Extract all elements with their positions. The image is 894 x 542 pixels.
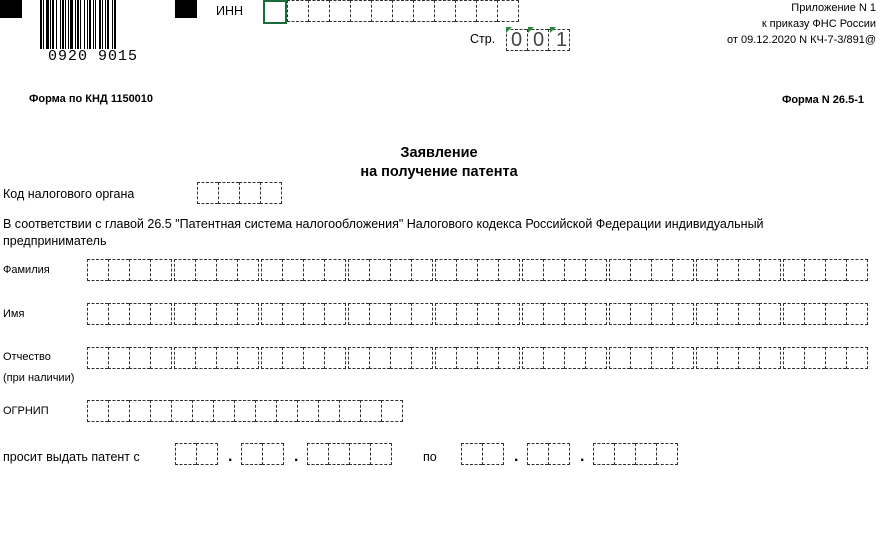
check-tick-icon bbox=[550, 27, 556, 33]
input-cell[interactable] bbox=[324, 259, 346, 281]
input-cell[interactable] bbox=[150, 303, 172, 325]
input-cell[interactable] bbox=[846, 347, 868, 369]
intro-text-2: предприниматель bbox=[3, 234, 107, 248]
request-from-label: просит выдать патент с bbox=[3, 450, 140, 464]
corner-marker-left bbox=[0, 0, 22, 18]
input-cell[interactable] bbox=[87, 259, 108, 281]
input-cell[interactable] bbox=[329, 0, 350, 22]
input-cell[interactable] bbox=[527, 443, 548, 465]
barcode-number: 0920 9015 bbox=[48, 48, 139, 65]
intro-text: В соответствии с главой 26.5 "Патентная система налогообложения" Налогового кодекса Российской Федерации индивидуальный bbox=[3, 217, 764, 231]
input-cell[interactable] bbox=[717, 303, 738, 325]
start-month-field[interactable] bbox=[241, 443, 284, 465]
form-number: Форма N 26.5-1 bbox=[781, 94, 864, 106]
input-cell[interactable] bbox=[108, 347, 129, 369]
date-separator: . bbox=[580, 448, 585, 465]
input-cell[interactable] bbox=[543, 303, 564, 325]
input-cell[interactable] bbox=[717, 347, 738, 369]
ogrnip-label: ОГРНИП bbox=[3, 405, 49, 417]
input-cell[interactable] bbox=[585, 259, 607, 281]
input-cell[interactable] bbox=[282, 303, 303, 325]
barcode-bar bbox=[116, 0, 117, 49]
input-cell[interactable] bbox=[498, 259, 520, 281]
input-cell[interactable] bbox=[175, 443, 196, 465]
date-separator: . bbox=[514, 448, 519, 465]
input-cell[interactable] bbox=[282, 259, 303, 281]
date-separator: . bbox=[228, 448, 233, 465]
ogrnip-field[interactable] bbox=[87, 400, 403, 422]
document-title: Заявление bbox=[400, 145, 478, 161]
input-cell[interactable] bbox=[196, 443, 218, 465]
date-separator: . bbox=[294, 448, 299, 465]
input-cell[interactable] bbox=[759, 259, 781, 281]
name-label: Имя bbox=[3, 308, 25, 320]
input-cell[interactable] bbox=[287, 0, 308, 22]
input-cell[interactable] bbox=[348, 259, 369, 281]
input-cell[interactable] bbox=[303, 259, 324, 281]
input-cell[interactable] bbox=[498, 303, 520, 325]
input-cell[interactable] bbox=[413, 0, 434, 22]
input-cell[interactable] bbox=[370, 443, 392, 465]
tax-authority-field[interactable] bbox=[197, 182, 282, 204]
input-cell[interactable] bbox=[411, 259, 433, 281]
input-cell[interactable] bbox=[87, 347, 108, 369]
input-cell[interactable] bbox=[672, 347, 694, 369]
input-cell[interactable] bbox=[656, 443, 678, 465]
input-cell[interactable] bbox=[129, 259, 150, 281]
input-cell[interactable] bbox=[455, 0, 476, 22]
input-cell[interactable] bbox=[150, 400, 171, 422]
input-cell[interactable] bbox=[456, 347, 477, 369]
input-cell[interactable] bbox=[759, 347, 781, 369]
input-cell[interactable] bbox=[174, 303, 195, 325]
input-cell[interactable] bbox=[651, 259, 672, 281]
input-cell[interactable] bbox=[456, 303, 477, 325]
input-cell[interactable] bbox=[783, 259, 804, 281]
input-cell[interactable] bbox=[150, 259, 172, 281]
input-cell[interactable] bbox=[435, 303, 456, 325]
name-field[interactable] bbox=[87, 303, 868, 325]
input-cell[interactable] bbox=[651, 303, 672, 325]
input-cell[interactable] bbox=[585, 303, 607, 325]
input-cell[interactable] bbox=[234, 400, 255, 422]
input-cell[interactable] bbox=[328, 443, 349, 465]
input-cell[interactable] bbox=[593, 443, 614, 465]
input-cell[interactable] bbox=[324, 303, 346, 325]
input-cell[interactable] bbox=[87, 400, 108, 422]
input-cell[interactable] bbox=[564, 303, 585, 325]
input-cell[interactable] bbox=[369, 259, 390, 281]
input-cell[interactable] bbox=[237, 303, 259, 325]
input-cell[interactable] bbox=[738, 347, 759, 369]
input-cell[interactable] bbox=[371, 0, 392, 22]
input-cell[interactable] bbox=[308, 0, 329, 22]
surname-label: Фамилия bbox=[3, 264, 50, 276]
input-cell[interactable] bbox=[846, 259, 868, 281]
input-cell[interactable] bbox=[318, 400, 339, 422]
to-label: по bbox=[423, 450, 437, 464]
input-cell[interactable] bbox=[482, 443, 504, 465]
input-cell[interactable] bbox=[392, 0, 413, 22]
input-cell[interactable] bbox=[696, 259, 717, 281]
input-cell[interactable] bbox=[390, 259, 411, 281]
input-cell[interactable] bbox=[324, 347, 346, 369]
input-cell[interactable] bbox=[759, 303, 781, 325]
input-cell[interactable] bbox=[477, 303, 498, 325]
input-cell[interactable] bbox=[237, 259, 259, 281]
input-cell[interactable] bbox=[696, 303, 717, 325]
document-subtitle: на получение патента bbox=[360, 164, 518, 180]
input-cell[interactable] bbox=[303, 347, 324, 369]
input-cell[interactable] bbox=[390, 303, 411, 325]
input-cell[interactable] bbox=[846, 303, 868, 325]
patronymic-note: (при наличии) bbox=[3, 372, 75, 384]
input-cell[interactable] bbox=[672, 259, 694, 281]
input-cell[interactable] bbox=[195, 259, 216, 281]
input-cell[interactable] bbox=[783, 347, 804, 369]
appendix-line-1: Приложение N 1 bbox=[791, 2, 876, 14]
input-cell[interactable] bbox=[129, 303, 150, 325]
input-cell[interactable] bbox=[476, 0, 497, 22]
input-cell[interactable] bbox=[87, 303, 108, 325]
start-year-field[interactable] bbox=[307, 443, 392, 465]
input-cell[interactable] bbox=[216, 303, 237, 325]
form-knd: Форма по КНД 1150010 bbox=[29, 93, 154, 105]
end-month-field[interactable] bbox=[527, 443, 570, 465]
check-tick-icon bbox=[528, 27, 534, 33]
input-cell[interactable] bbox=[216, 259, 237, 281]
inn-field[interactable] bbox=[263, 0, 519, 22]
input-cell[interactable] bbox=[261, 303, 282, 325]
input-cell[interactable] bbox=[435, 259, 456, 281]
input-cell[interactable] bbox=[381, 400, 403, 422]
input-cell[interactable] bbox=[585, 347, 607, 369]
input-cell[interactable] bbox=[174, 259, 195, 281]
input-cell[interactable] bbox=[360, 400, 381, 422]
input-cell[interactable] bbox=[213, 400, 234, 422]
input-cell[interactable] bbox=[477, 259, 498, 281]
input-cell[interactable] bbox=[108, 259, 129, 281]
input-cell[interactable] bbox=[255, 400, 276, 422]
input-cell[interactable] bbox=[282, 347, 303, 369]
barcode bbox=[40, 0, 117, 49]
input-cell[interactable] bbox=[237, 347, 259, 369]
input-cell[interactable] bbox=[411, 347, 433, 369]
input-cell[interactable] bbox=[369, 347, 390, 369]
input-cell[interactable] bbox=[349, 443, 370, 465]
input-cell[interactable] bbox=[548, 443, 570, 465]
end-day-field[interactable] bbox=[461, 443, 504, 465]
input-cell[interactable] bbox=[738, 259, 759, 281]
input-cell[interactable] bbox=[197, 182, 218, 204]
input-cell[interactable] bbox=[261, 347, 282, 369]
input-cell[interactable] bbox=[477, 347, 498, 369]
input-cell[interactable] bbox=[672, 303, 694, 325]
input-cell[interactable] bbox=[261, 259, 282, 281]
start-day-field[interactable] bbox=[175, 443, 218, 465]
input-cell[interactable] bbox=[825, 303, 846, 325]
input-cell[interactable] bbox=[614, 443, 635, 465]
input-cell[interactable] bbox=[804, 347, 825, 369]
surname-field[interactable] bbox=[87, 259, 868, 281]
page-digit-3: 1 bbox=[556, 29, 568, 51]
check-tick-icon bbox=[506, 27, 512, 33]
input-cell[interactable] bbox=[825, 347, 846, 369]
input-cell[interactable] bbox=[564, 347, 585, 369]
input-cell[interactable] bbox=[435, 347, 456, 369]
input-cell[interactable] bbox=[696, 347, 717, 369]
input-cell[interactable] bbox=[195, 303, 216, 325]
input-cell[interactable] bbox=[350, 0, 371, 22]
corner-marker-right bbox=[175, 0, 197, 18]
input-cell[interactable] bbox=[192, 400, 213, 422]
input-cell[interactable] bbox=[195, 347, 216, 369]
input-cell[interactable] bbox=[260, 182, 282, 204]
appendix-line-2: к приказу ФНС России bbox=[761, 18, 876, 30]
page-digit-1: 0 bbox=[511, 29, 523, 51]
input-cell[interactable] bbox=[339, 400, 360, 422]
input-cell[interactable] bbox=[630, 303, 651, 325]
input-cell[interactable] bbox=[150, 347, 172, 369]
input-cell[interactable] bbox=[635, 443, 656, 465]
page-label: Стр. bbox=[470, 32, 496, 46]
input-cell[interactable] bbox=[461, 443, 482, 465]
input-cell[interactable] bbox=[825, 259, 846, 281]
input-cell[interactable] bbox=[630, 259, 651, 281]
input-cell[interactable] bbox=[129, 347, 150, 369]
input-cell[interactable] bbox=[239, 182, 260, 204]
input-cell[interactable] bbox=[497, 0, 519, 22]
input-cell[interactable] bbox=[297, 400, 318, 422]
input-cell[interactable] bbox=[630, 347, 651, 369]
input-cell[interactable] bbox=[564, 259, 585, 281]
input-cell[interactable] bbox=[276, 400, 297, 422]
input-cell[interactable] bbox=[609, 259, 630, 281]
input-cell[interactable] bbox=[804, 303, 825, 325]
input-cell[interactable] bbox=[522, 303, 543, 325]
input-cell[interactable] bbox=[216, 347, 237, 369]
input-cell[interactable] bbox=[174, 347, 195, 369]
input-cell[interactable] bbox=[263, 0, 287, 24]
end-year-field[interactable] bbox=[593, 443, 678, 465]
input-cell[interactable] bbox=[108, 303, 129, 325]
input-cell[interactable] bbox=[307, 443, 328, 465]
inn-label: ИНН bbox=[216, 4, 244, 18]
input-cell[interactable] bbox=[129, 400, 150, 422]
patronymic-label: Отчество bbox=[3, 351, 51, 363]
input-cell[interactable] bbox=[651, 347, 672, 369]
input-cell[interactable] bbox=[241, 443, 262, 465]
patronymic-field[interactable] bbox=[87, 347, 868, 369]
input-cell[interactable] bbox=[543, 347, 564, 369]
appendix-line-3: от 09.12.2020 N КЧ-7-3/891@ bbox=[727, 34, 876, 46]
input-cell[interactable] bbox=[783, 303, 804, 325]
input-cell[interactable] bbox=[171, 400, 192, 422]
input-cell[interactable] bbox=[411, 303, 433, 325]
input-cell[interactable] bbox=[522, 259, 543, 281]
input-cell[interactable] bbox=[804, 259, 825, 281]
input-cell[interactable] bbox=[108, 400, 129, 422]
input-cell[interactable] bbox=[348, 303, 369, 325]
input-cell[interactable] bbox=[498, 347, 520, 369]
input-cell[interactable] bbox=[543, 259, 564, 281]
input-cell[interactable] bbox=[609, 303, 630, 325]
input-cell[interactable] bbox=[522, 347, 543, 369]
input-cell[interactable] bbox=[390, 347, 411, 369]
tax-authority-label: Код налогового органа bbox=[3, 187, 135, 201]
input-cell[interactable] bbox=[369, 303, 390, 325]
input-cell[interactable] bbox=[434, 0, 455, 22]
input-cell[interactable] bbox=[348, 347, 369, 369]
input-cell[interactable] bbox=[738, 303, 759, 325]
input-cell[interactable] bbox=[609, 347, 630, 369]
input-cell[interactable] bbox=[456, 259, 477, 281]
input-cell[interactable] bbox=[717, 259, 738, 281]
input-cell[interactable] bbox=[303, 303, 324, 325]
input-cell[interactable] bbox=[218, 182, 239, 204]
page-digit-2: 0 bbox=[533, 29, 545, 51]
input-cell[interactable] bbox=[262, 443, 284, 465]
